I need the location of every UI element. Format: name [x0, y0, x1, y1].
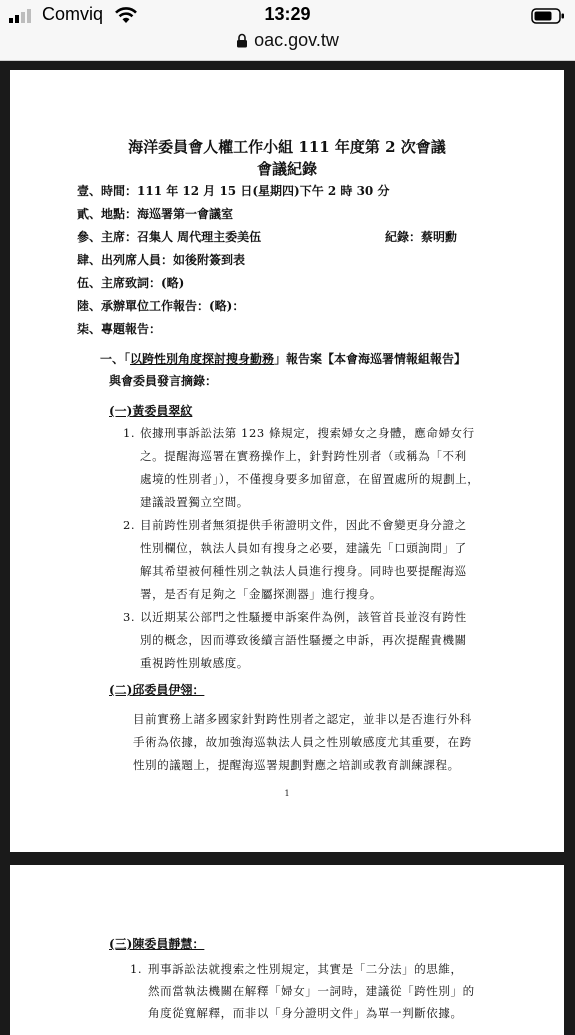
item-unit-report: 陸、承辦單位工作報告：(略)： — [77, 299, 245, 313]
carrier-name: Comviq — [42, 4, 104, 24]
section1-line: 署，是否有足夠之「金屬探測器」進行搜身。 — [140, 587, 382, 601]
section1-point-num: 3. — [123, 610, 136, 624]
section2-line: 目前實務上諸多國家針對跨性別者之認定，並非以是否進行外科 — [133, 712, 472, 726]
section3-line: 角度從寬解釋，而非以「身分證明文件」為單一判斷依據。 — [148, 1006, 463, 1020]
report-suffix: 」報告案【本會海巡署情報組報告】 — [274, 352, 467, 366]
status-bar — [0, 0, 575, 34]
status-time: 13:29 — [264, 4, 311, 24]
section1-line: 解其希望被何種性別之執法人員進行搜身。同時也要提醒海巡 — [140, 564, 467, 578]
section1-line: 以近期某公部門之性騷擾申訴案件為例，該管首長並沒有跨性 — [140, 610, 467, 624]
report-topic: 以跨性別角度探討搜身勤務 — [130, 352, 275, 366]
url-text: oac.gov.tw — [254, 30, 339, 50]
report-heading — [100, 352, 466, 366]
battery-icon — [531, 8, 565, 24]
item-chair: 參、主席：召集人 周代理主委美伍 — [77, 230, 262, 244]
section1-line: 性別欄位，執法人員如有搜身之必要，建議先「口頭詢問」了 — [140, 541, 467, 555]
document-title: 海洋委員會人權工作小組 111 年度第 2 次會議 — [128, 138, 446, 156]
report-prefix: 一、「 — [100, 352, 131, 366]
section3-point-num: 1. — [130, 962, 143, 976]
page-number: 1 — [284, 789, 290, 798]
section3-line: 然而當執法機關在解釋「婦女」一詞時，建議從「跨性別」的 — [148, 984, 475, 998]
item-chair-speech: 伍、主席致詞：(略) — [77, 276, 185, 290]
address-bar[interactable] — [0, 30, 575, 54]
section1-line: 建議設置獨立空間。 — [140, 495, 249, 509]
section2-line: 性別的議題上，提醒海巡署規劃對應之培訓或教育訓練課程。 — [133, 758, 460, 772]
section1-line: 處境的性別者」），不僅搜身要多加留意，在留置處所的規劃上， — [140, 472, 480, 486]
section3-line: 刑事訴訟法就搜索之性別規定，其實是「二分法」的思維， — [148, 962, 463, 976]
browser-chrome — [0, 0, 575, 61]
document-page-2 — [10, 865, 564, 1035]
section1-point-num: 2. — [123, 518, 136, 532]
section2-line: 手術為依據，故加強海巡執法人員之性別敏感度尤其重要，在跨 — [133, 735, 472, 749]
document-page-1 — [10, 70, 564, 852]
section1-line: 之。提醒海巡署在實務操作上，針對跨性別者（或稱為「不利 — [140, 449, 467, 463]
section1-line: 重視跨性別敏感度。 — [140, 656, 249, 670]
section2-heading: (二)邱委員伊翎： — [109, 683, 205, 697]
section1-line: 依據刑事訴訟法第 123 條規定，搜索婦女之身體，應命婦女行 — [140, 426, 475, 440]
section1-heading: (一)黃委員翠紋 — [109, 404, 193, 418]
lock-icon — [236, 33, 248, 48]
item-attendees: 肆、出列席人員：如後附簽到表 — [77, 253, 246, 267]
section1-line: 目前跨性別者無須提供手術證明文件，因此不會變更身分證之 — [140, 518, 467, 532]
report-subheading: 與會委員發言摘錄： — [109, 374, 218, 388]
item-location: 貳、地點：海巡署第一會議室 — [77, 207, 234, 221]
section1-point-num: 1. — [123, 426, 136, 440]
item-special-report: 柒、專題報告： — [77, 322, 162, 336]
item-recorder: 紀錄：蔡明勳 — [385, 230, 458, 244]
section3-heading: (三)陳委員靜慧： — [109, 937, 205, 951]
section1-line: 別的概念，因而導致後續言語性騷擾之申訴，再次提醒貴機關 — [140, 633, 467, 647]
document-subtitle: 會議紀錄 — [256, 160, 317, 178]
item-time: 壹、時間：111 年 12 月 15 日(星期四)下午 2 時 30 分 — [77, 184, 390, 198]
